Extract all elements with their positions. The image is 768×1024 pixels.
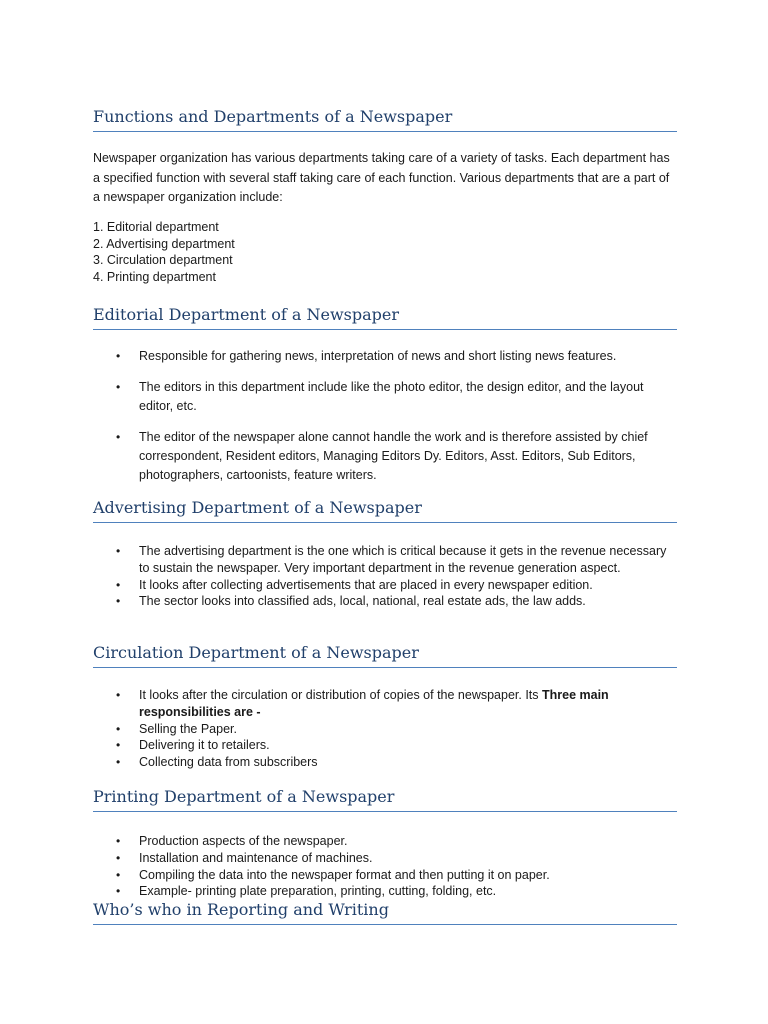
bullet-icon: • (116, 379, 121, 394)
department-list (93, 219, 235, 286)
bullet-icon: • (116, 429, 121, 444)
heading-circulation: Circulation Department of a Newspaper (93, 643, 677, 668)
bullet-icon: • (116, 867, 121, 882)
list-item: • Collecting data from subscribers (116, 755, 318, 770)
list-item: 4. Printing department (93, 270, 216, 285)
list-item: 3. Circulation department (93, 253, 233, 268)
advertising-bullets (93, 543, 677, 610)
bullet-icon: • (116, 721, 121, 736)
list-item: • Installation and maintenance of machines. (116, 850, 373, 865)
list-item: • It looks after the circulation or distribution of copies of the newspaper. Its Three main responsibilities are - (116, 688, 609, 719)
bullet-icon: • (116, 577, 121, 592)
list-item: 2. Advertising department (93, 236, 235, 251)
bullet-icon: • (116, 834, 121, 848)
list-item: • Example- printing plate preparation, printing, cutting, folding, etc. (116, 884, 497, 899)
heading-functions: Functions and Departments of a Newspaper (93, 107, 677, 132)
list-item: • Responsible for gathering news, interpretation of news and short listing news features. (93, 347, 677, 366)
list-item: 1. Editorial department (93, 220, 219, 234)
list-item: • The editors in this department include like the photo editor, the design editor, and the layout editor, etc. (116, 379, 644, 414)
heading-whos-who: Who’s who in Reporting and Writing (93, 900, 677, 925)
list-item: • The advertising department is the one which is critical because it gets in the revenue necessary to sustain the newspaper. Very important department in the revenue generation aspect. (116, 544, 667, 575)
editorial-bullets (93, 347, 677, 497)
bullet-icon: • (116, 738, 121, 753)
bullet-icon: • (116, 884, 121, 899)
list-item: • Delivering it to retailers. (116, 738, 270, 753)
printing-bullets (93, 833, 677, 900)
bullet-icon: • (116, 349, 121, 363)
list-item: • It looks after collecting advertisements that are placed in every newspaper edition. (116, 577, 593, 592)
list-item: • Production aspects of the newspaper. (116, 834, 348, 848)
list-item: • The sector looks into classified ads, local, national, real estate ads, the law adds. (116, 594, 586, 609)
circulation-bullets (93, 687, 677, 771)
list-item: • Compiling the data into the newspaper format and then putting it on paper. (116, 867, 550, 882)
heading-printing: Printing Department of a Newspaper (93, 787, 677, 812)
bullet-icon: • (116, 594, 121, 609)
heading-editorial: Editorial Department of a Newspaper (93, 305, 677, 330)
bullet-icon: • (116, 688, 121, 702)
bullet-icon: • (116, 755, 121, 770)
list-item: • Selling the Paper. (116, 721, 237, 736)
heading-advertising: Advertising Department of a Newspaper (93, 498, 677, 523)
bullet-icon: • (116, 850, 121, 865)
bullet-icon: • (116, 544, 121, 558)
intro-paragraph: Newspaper organization has various departments taking care of a variety of tasks. Each department has a specified function with several staff taking care of each function. Various departments that are a part of a newspaper organization include: (93, 151, 670, 204)
list-item: • The editor of the newspaper alone cannot handle the work and is therefore assisted by chief correspondent, Resident editors, Managing Editors Dy. Editors, Asst. Editors, Sub Editors, photographers, cartoonists, feature writers. (116, 429, 648, 483)
bold-emphasis: Three main responsibilities are (139, 688, 609, 719)
